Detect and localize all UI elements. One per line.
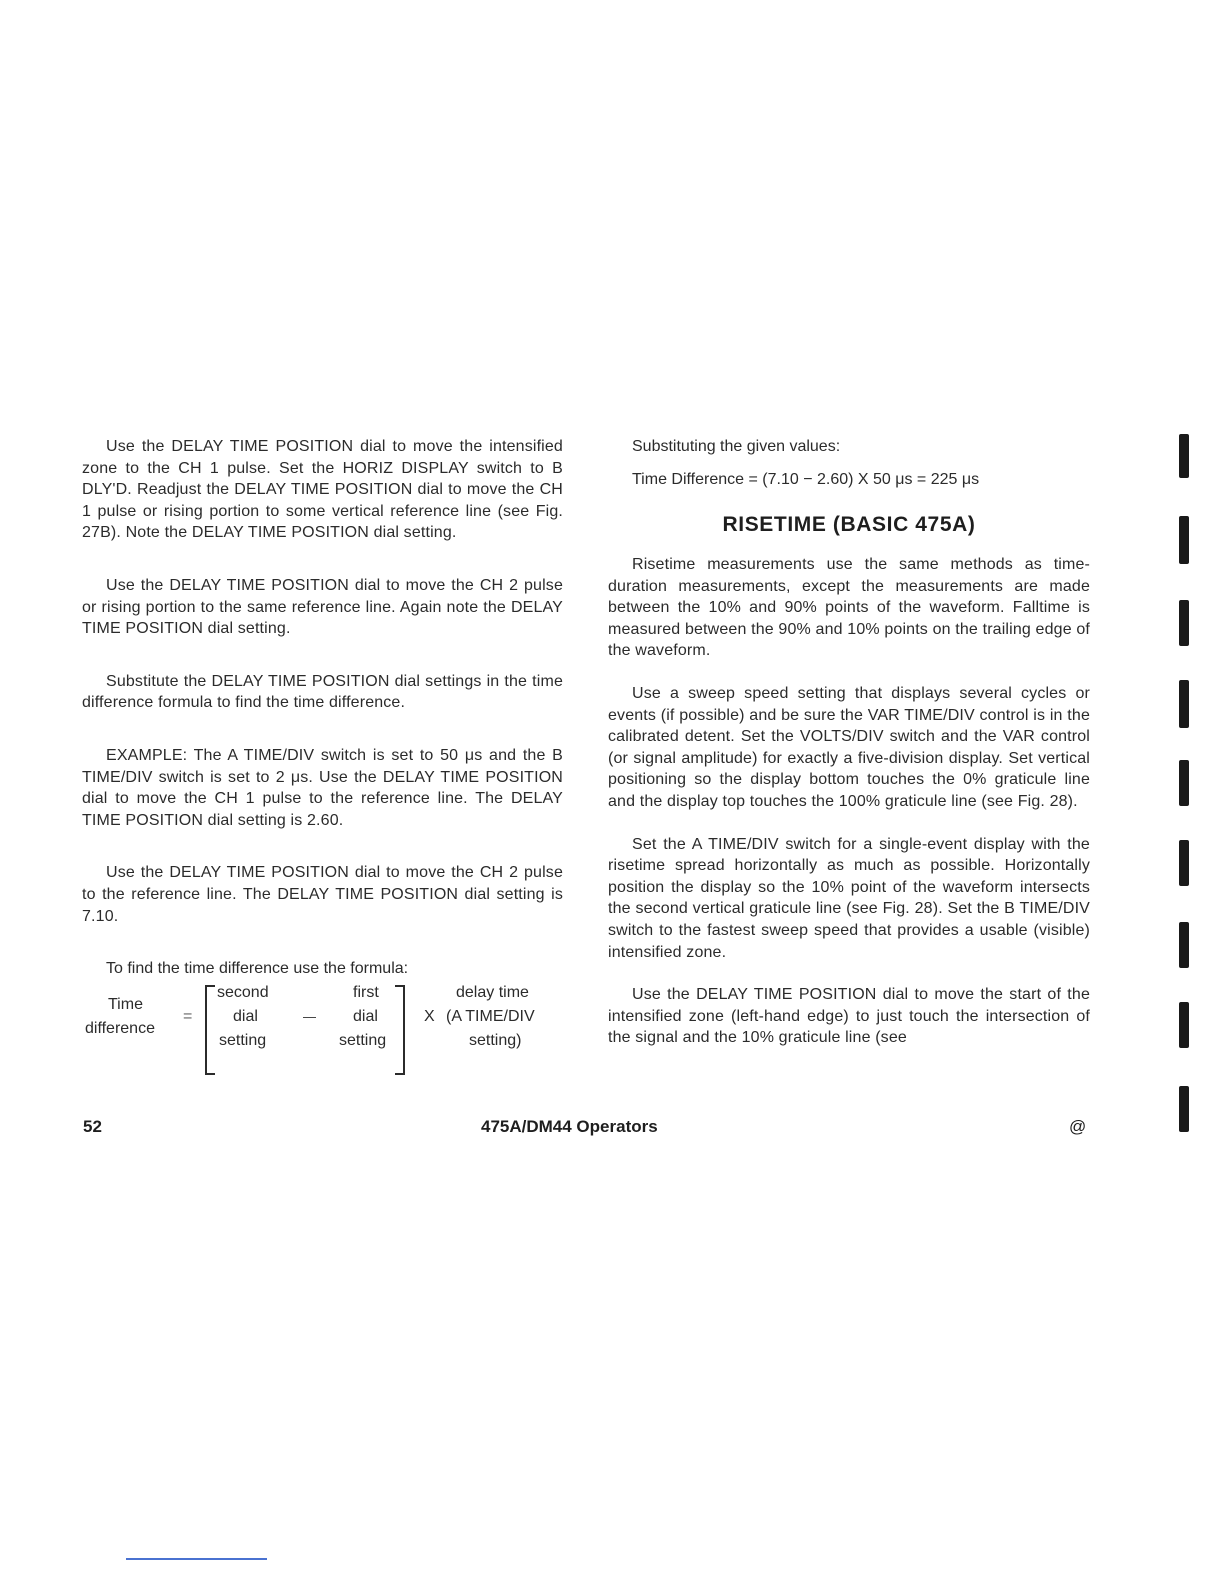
- right-column: [608, 436, 1090, 1049]
- formula-delay-3: setting): [469, 1031, 522, 1049]
- margin-tab-mark: [1179, 840, 1189, 886]
- margin-tab-mark: [1179, 434, 1189, 478]
- copyright-symbol: @: [1069, 1117, 1087, 1136]
- formula-delay-2: (A TIME/DIV: [446, 1007, 535, 1025]
- paragraph: Risetime measurements use the same methods as time-duration measurements, except the measurements are made between the 10% and 90% points of the waveform. Falltime is measured between the 90% and 10% points on the trailing edge of the waveform.: [608, 556, 1090, 660]
- substituting-line: Substituting the given values:: [632, 438, 841, 455]
- footer-title: 475A/DM44 Operators: [481, 1117, 658, 1136]
- paragraph: Substitute the DELAY TIME POSITION dial settings in the time difference formula to find the time difference.: [82, 672, 563, 712]
- formula-lhs-line1: Time: [108, 995, 143, 1013]
- margin-tab-mark: [1179, 1002, 1189, 1048]
- paragraph: Use a sweep speed setting that displays several cycles or events (if possible) and be sure the VAR TIME/DIV control is in the calibrated detent. Set the VOLTS/DIV switch and the VAR control (or signal amplitude) for exactly a five-division display. Set vertical positioning so the display bottom touches the 0% graticule line and the display top touches the 100% graticule line (see Fig. 28).: [608, 684, 1090, 810]
- formula-times: X: [424, 1007, 435, 1025]
- paragraph: Use the DELAY TIME POSITION dial to move the CH 2 pulse to the reference line. The DELAY TIME POSITION dial setting is 7.10.: [82, 864, 563, 925]
- margin-tab-mark: [1179, 1086, 1189, 1132]
- left-bracket: [205, 985, 215, 1075]
- formula-second-2: dial: [233, 1007, 258, 1025]
- paragraph: Use the DELAY TIME POSITION dial to move the intensified zone to the CH 1 pulse. Set the HORIZ DISPLAY switch to B DLY'D. Readjust the DELAY TIME POSITION dial to move the CH 1 pulse or rising portion to some vertical reference line (see Fig. 27B). Note the DELAY TIME POSITION dial setting.: [82, 438, 563, 542]
- formula-second-3: setting: [219, 1031, 267, 1049]
- paragraph: Set the A TIME/DIV switch for a single-event display with the risetime spread horizontally as much as possible. Horizontally position the display so the 10% point of the waveform intersects the second vertical graticule line (see Fig. 28). Set the B TIME/DIV switch to the fastest sweep speed that provides a usable (visible) intensified zone.: [608, 835, 1090, 961]
- page-number: 52: [83, 1117, 102, 1136]
- formula-lhs-line2: difference: [85, 1019, 155, 1037]
- formula-equals: =: [183, 1007, 193, 1025]
- formula-delay-1: delay time: [456, 983, 529, 1001]
- example-paragraph: EXAMPLE: The A TIME/DIV switch is set to 50 μs and the B TIME/DIV switch is set to 2 μs. Use the DELAY TIME POSITION dial to move the CH 1 pulse to the reference line. The DELAY TIME POSITION dial setting is 2.60.: [82, 746, 563, 829]
- formula-first-1: first: [353, 983, 379, 1001]
- formula-intro: To find the time difference use the formula:: [106, 960, 409, 978]
- scan-underline: [126, 1558, 267, 1560]
- formula-first-3: setting: [339, 1031, 387, 1049]
- paragraph: Use the DELAY TIME POSITION dial to move the start of the intensified zone (left-hand edge) to just touch the intersection of the signal and the 10% graticule line (see: [608, 986, 1090, 1047]
- left-column: [82, 436, 563, 1070]
- margin-tab-mark: [1179, 680, 1189, 728]
- formula-second-1: second: [217, 983, 269, 1001]
- time-difference-formula: [82, 982, 563, 1070]
- formula-first-2: dial: [353, 1007, 378, 1025]
- section-heading: RISETIME (BASIC 475A): [722, 513, 976, 536]
- paragraph: Use the DELAY TIME POSITION dial to move the CH 2 pulse or rising portion to the same reference line. Again note the DELAY TIME POSITION dial setting.: [82, 576, 563, 638]
- right-bracket: [395, 985, 405, 1075]
- margin-tab-mark: [1179, 922, 1189, 968]
- margin-tab-mark: [1179, 760, 1189, 806]
- margin-tab-mark: [1179, 600, 1189, 646]
- margin-tab-mark: [1179, 516, 1189, 564]
- time-difference-result: Time Difference = (7.10 − 2.60) X 50 μs = 225 μs: [632, 471, 980, 488]
- formula-minus: —: [303, 1008, 316, 1024]
